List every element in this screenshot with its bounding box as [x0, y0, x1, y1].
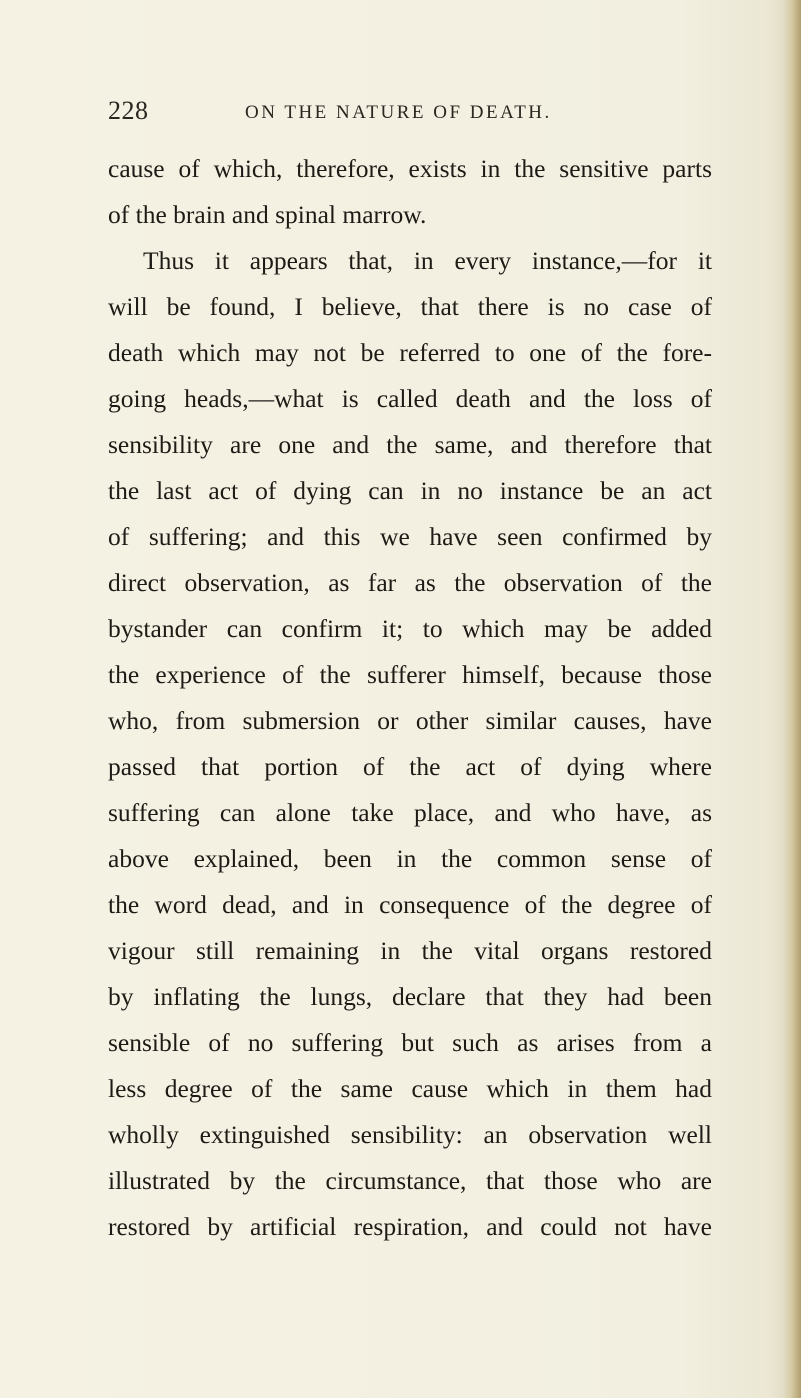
text-line: death which may not be referred to one of the fore- [108, 338, 712, 367]
text-line: wholly extinguished sensibility: an observation well [108, 1120, 712, 1149]
text-line: restored by artificial respiration, and could not have [108, 1212, 712, 1241]
text-line: the word dead, and in consequence of the degree of [108, 890, 712, 919]
text-line: suffering can alone take place, and who have, as [108, 798, 712, 827]
text-line: vigour still remaining in the vital organs restored [108, 936, 712, 965]
text-line: passed that portion of the act of dying where [108, 752, 712, 781]
text-line: illustrated by the circumstance, that those who are [108, 1166, 712, 1195]
page-number: 228 [108, 96, 149, 125]
text-line: going heads,—what is called death and the loss of [108, 384, 712, 413]
page-edge-shadow [783, 0, 801, 1398]
text-line: Thus it appears that, in every instance,—for it [143, 246, 712, 275]
text-line: of the brain and spinal marrow. [108, 200, 427, 229]
text-line: less degree of the same cause which in them had [108, 1074, 712, 1103]
page-header [108, 96, 708, 136]
text-line: the last act of dying can in no instance be an act [108, 476, 712, 505]
text-line: who, from submersion or other similar causes, have [108, 706, 712, 735]
body-text [108, 146, 712, 1250]
text-line: above explained, been in the common sense of [108, 844, 712, 873]
text-line: cause of which, therefore, exists in the sensitive parts [108, 154, 712, 183]
text-line: sensible of no suffering but such as arises from a [108, 1028, 712, 1057]
text-line: direct observation, as far as the observation of the [108, 568, 712, 597]
text-line: the experience of the sufferer himself, because those [108, 660, 712, 689]
text-line: by inflating the lungs, declare that they had been [108, 982, 712, 1011]
text-line: of suffering; and this we have seen confirmed by [108, 522, 712, 551]
running-head: ON THE NATURE OF DEATH. [245, 102, 552, 123]
text-line: bystander can confirm it; to which may be added [108, 614, 712, 643]
text-line: sensibility are one and the same, and therefore that [108, 430, 712, 459]
text-line: will be found, I believe, that there is no case of [108, 292, 712, 321]
